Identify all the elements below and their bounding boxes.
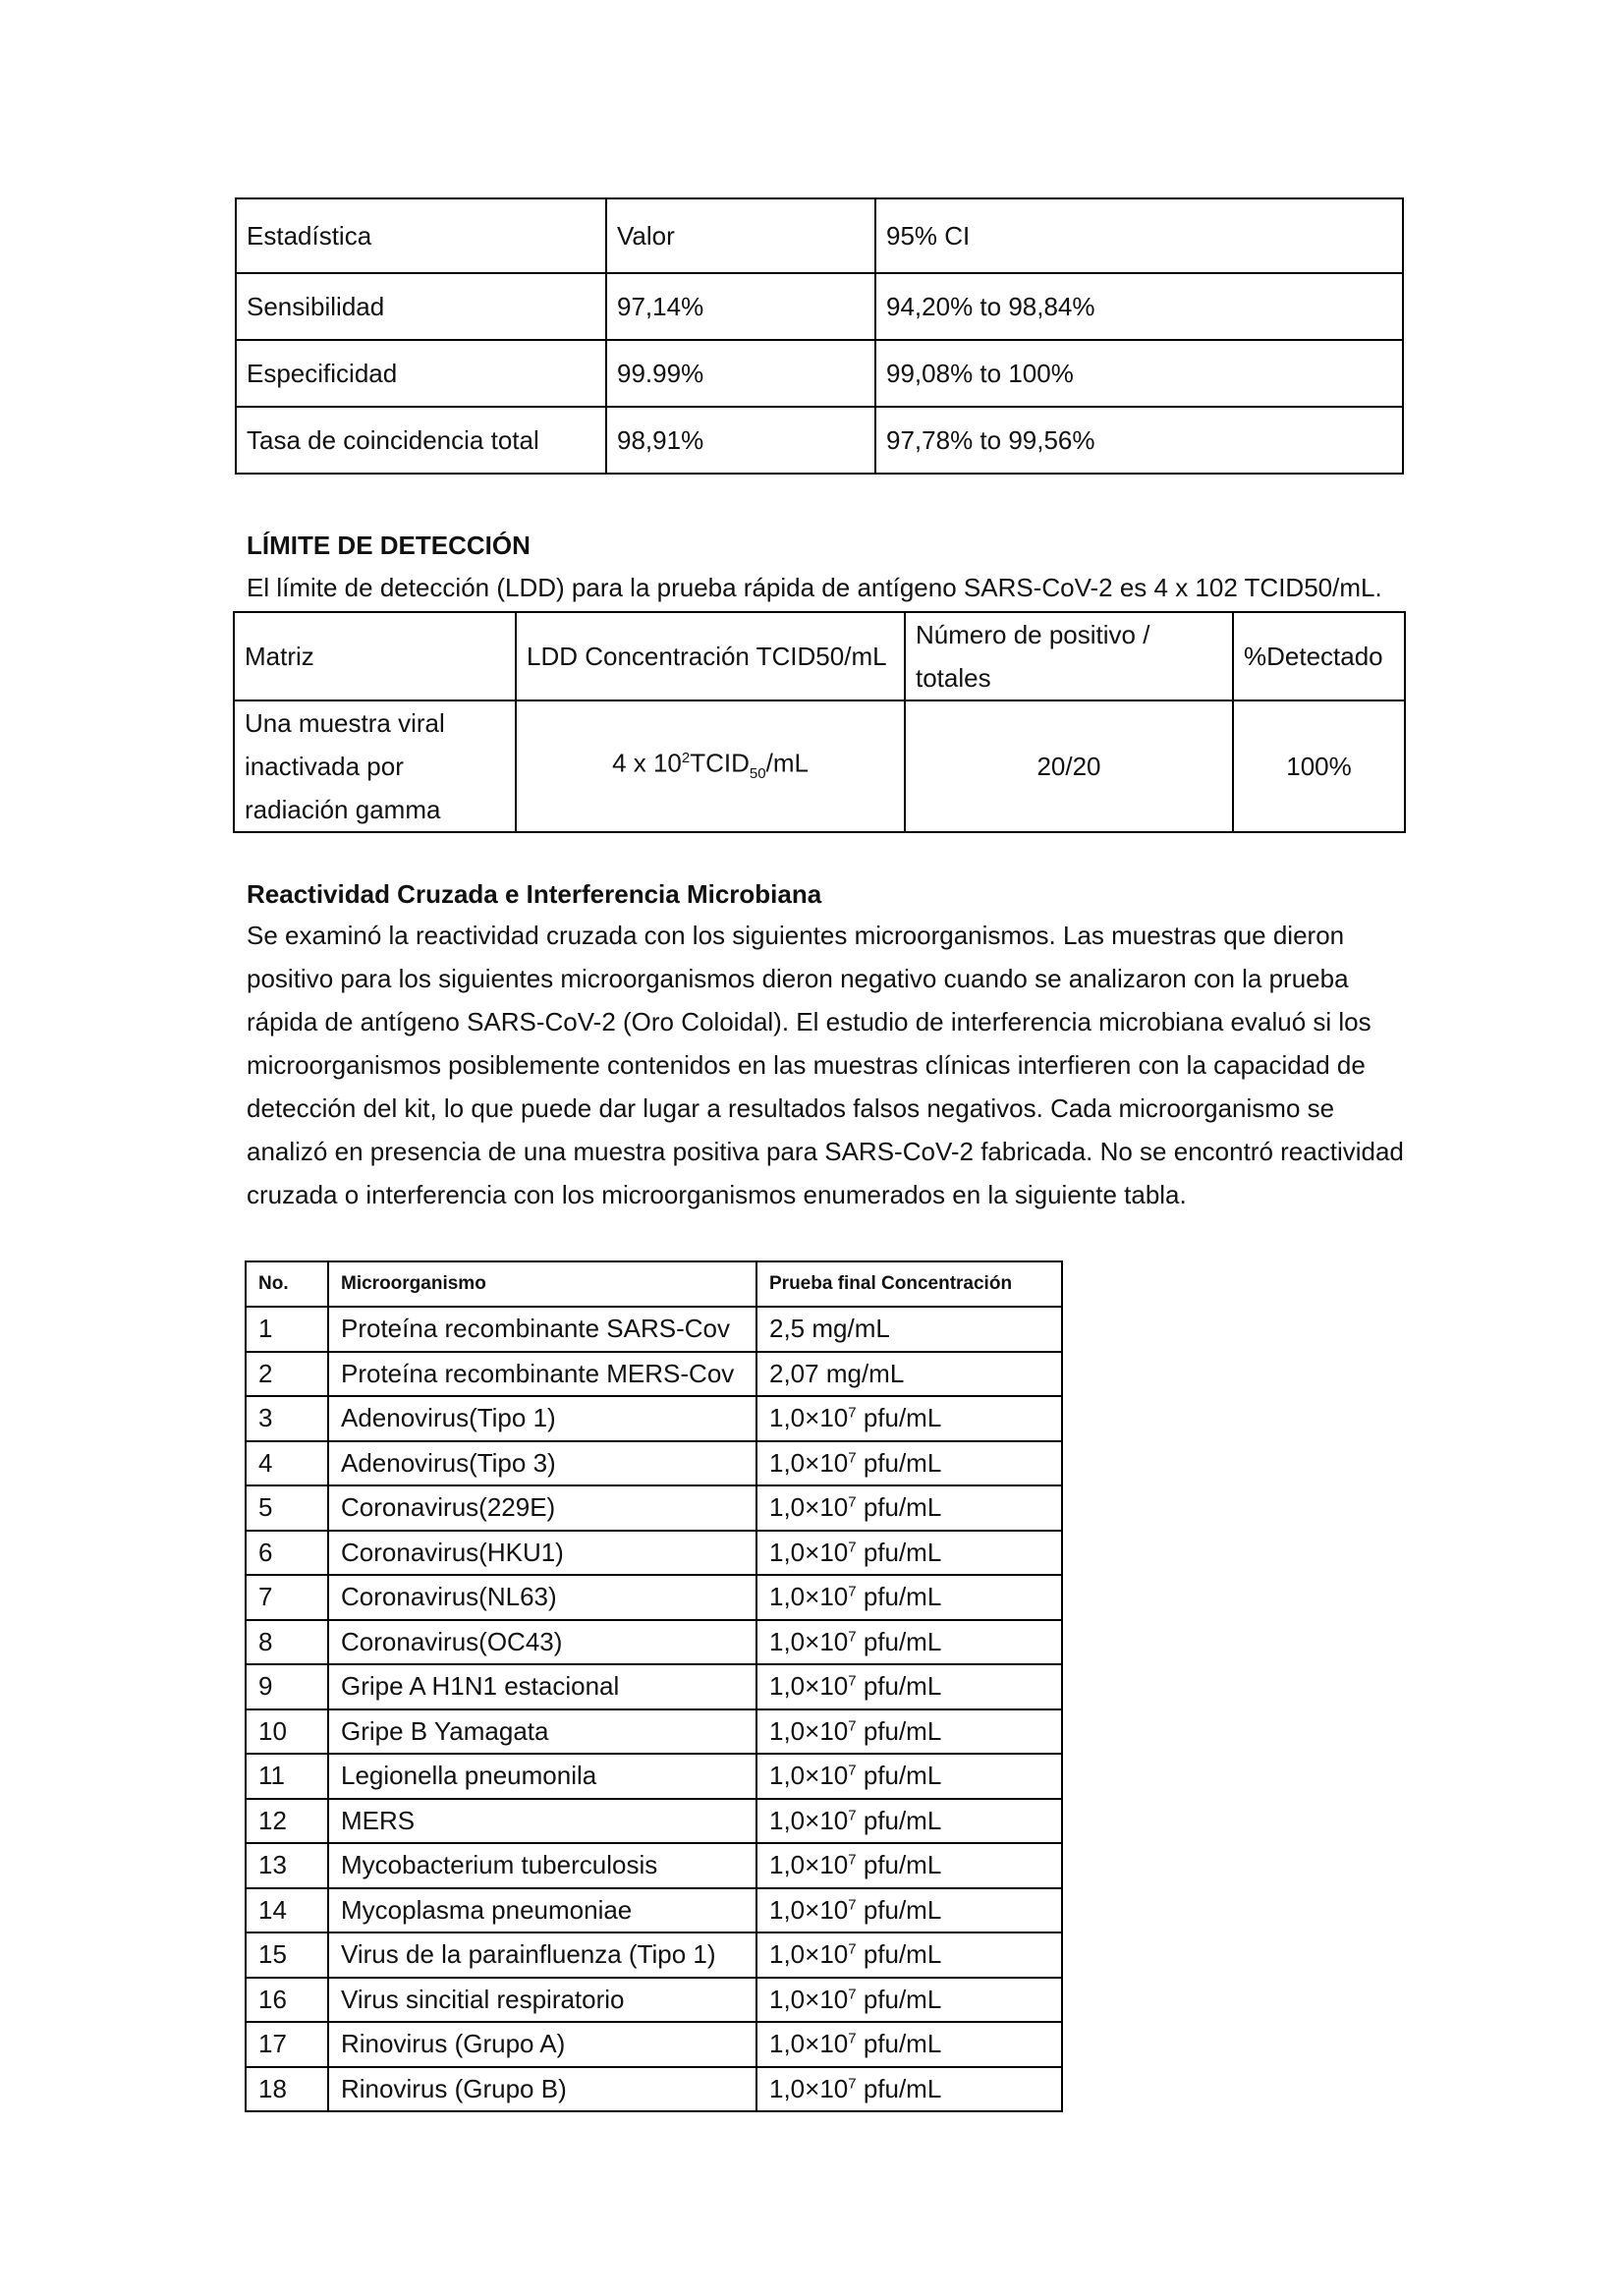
concentration-exponent: 7: [848, 1851, 857, 1869]
row-number-cell: 7: [246, 1575, 328, 1620]
microorganism-cell: Gripe A H1N1 estacional: [328, 1664, 756, 1709]
table-row: [246, 1352, 1062, 1397]
concentration-exponent: 7: [848, 2030, 857, 2047]
table-row: [246, 1307, 1062, 1352]
header-cell: No.: [246, 1261, 328, 1307]
concentration-unit-suffix: /mL: [765, 748, 809, 778]
ci-cell: 99,08% to 100%: [875, 340, 1403, 407]
row-number-cell: 6: [246, 1531, 328, 1576]
row-number-cell: 11: [246, 1754, 328, 1799]
table-row: [234, 700, 1405, 832]
table-row: [246, 2022, 1062, 2067]
concentration-unit: pfu/mL: [856, 1715, 942, 1746]
microorganism-cell: Coronavirus(HKU1): [328, 1531, 756, 1576]
row-number-cell: 14: [246, 1888, 328, 1933]
table-row: [246, 1843, 1062, 1888]
row-number-cell: 9: [246, 1664, 328, 1709]
header-cell: %Detectado: [1233, 612, 1405, 700]
concentration-cell: [756, 1575, 1062, 1620]
concentration-exponent: 7: [848, 1896, 857, 1914]
microorganism-cell: Coronavirus(OC43): [328, 1620, 756, 1665]
row-number-cell: 16: [246, 1978, 328, 2023]
concentration-cell: [756, 1441, 1062, 1486]
table-header-row: [236, 198, 1403, 273]
header-cell: Número de positivo / totales: [905, 612, 1233, 700]
concentration-base: 1,0×10: [769, 1850, 849, 1880]
concentration-base: 1,0×10: [769, 1894, 849, 1925]
table-row: [246, 1620, 1062, 1665]
concentration-unit: pfu/mL: [856, 1626, 942, 1656]
positives-cell: 20/20: [905, 700, 1233, 832]
microorganism-cell: Rinovirus (Grupo A): [328, 2022, 756, 2067]
header-cell: Microorganismo: [328, 1261, 756, 1307]
value-cell: 99.99%: [606, 340, 875, 407]
concentration-exponent: 7: [848, 1539, 857, 1556]
concentration-unit: pfu/mL: [856, 1984, 942, 2014]
cross-reactivity-heading: Reactividad Cruzada e Interferencia Microbiana: [247, 879, 822, 909]
concentration-base: 1,0×10: [769, 2073, 849, 2103]
row-number-cell: 5: [246, 1485, 328, 1531]
table-row: [246, 1754, 1062, 1799]
concentration-exponent: 7: [848, 1493, 857, 1511]
row-number-cell: 15: [246, 1932, 328, 1978]
statistics-table: [235, 197, 1404, 475]
ci-cell: 97,78% to 99,56%: [875, 407, 1403, 474]
concentration-cell: [756, 1531, 1062, 1576]
concentration-cell: [756, 1843, 1062, 1888]
concentration-base: 1,0×10: [769, 1582, 849, 1612]
concentration-cell: [756, 1352, 1062, 1397]
row-number-cell: 18: [246, 2067, 328, 2112]
microorganism-cell: Mycobacterium tuberculosis: [328, 1843, 756, 1888]
table-header-row: [234, 612, 1405, 700]
concentration-base: 2,5 mg/mL: [769, 1314, 890, 1344]
header-cell: 95% CI: [875, 198, 1403, 273]
concentration-exponent: 7: [848, 1717, 857, 1735]
concentration-base: 1,0×10: [769, 1447, 849, 1478]
concentration-exponent: 7: [848, 1449, 857, 1467]
microorganism-cell: Proteína recombinante SARS-Cov: [328, 1307, 756, 1352]
header-cell: Prueba final Concentración: [756, 1261, 1062, 1307]
concentration-unit: pfu/mL: [856, 1403, 942, 1433]
microorganism-cell: Mycoplasma pneumoniae: [328, 1888, 756, 1933]
microorganism-cell: Adenovirus(Tipo 3): [328, 1441, 756, 1486]
table-row: [246, 1575, 1062, 1620]
cross-reactivity-paragraph: Se examinó la reactividad cruzada con los siguientes microorganismos. Las muestras que dieron positivo para los siguientes microorganismos dieron negativo cuando se analizaron con la prueba rápida de antígeno SARS-CoV-2 (Oro Coloidal). El estudio de interferencia microbiana evaluó si los microorganismos posiblemente contenidos en las muestras clínicas interfieren con la capacidad de detección del kit, lo que puede dar lugar a resultados falsos negativos. Cada microorganismo se analizó en presencia de una muestra positiva para SARS-CoV-2 fabricada. No se encontró reactividad cruzada o interferencia con los microorganismos enumerados en la siguiente tabla.: [247, 921, 1404, 1209]
table-row: [236, 273, 1403, 340]
lod-heading: LÍMITE DE DETECCIÓN: [247, 531, 531, 560]
microorganism-cell: Coronavirus(NL63): [328, 1575, 756, 1620]
concentration-base: 1,0×10: [769, 1805, 849, 1835]
microorganism-cell: Adenovirus(Tipo 1): [328, 1396, 756, 1441]
concentration-exponent: 7: [848, 2075, 857, 2093]
microorganism-cell: MERS: [328, 1799, 756, 1844]
stat-cell: Especificidad: [236, 340, 606, 407]
table-row: [236, 340, 1403, 407]
table-row: [246, 1978, 1062, 2023]
concentration-cell: [756, 2067, 1062, 2112]
concentration-unit: pfu/mL: [856, 2029, 942, 2059]
table-row: [246, 1396, 1062, 1441]
row-number-cell: 17: [246, 2022, 328, 2067]
concentration-exponent: 7: [848, 1628, 857, 1646]
concentration-cell: [756, 1888, 1062, 1933]
concentration-exponent: 7: [848, 1404, 857, 1422]
concentration-subscript: 50: [749, 764, 766, 782]
table-row: [246, 1932, 1062, 1978]
table-row: [246, 1888, 1062, 1933]
concentration-cell: [756, 1664, 1062, 1709]
concentration-base: 1,0×10: [769, 1761, 849, 1791]
lod-description: El límite de detección (LDD) para la prueba rápida de antígeno SARS-CoV-2 es 4 x 102 TCID50/mL.: [247, 573, 1382, 602]
concentration-base: 1,0×10: [769, 1537, 849, 1567]
concentration-unit: pfu/mL: [856, 1492, 942, 1523]
concentration-cell: [756, 1799, 1062, 1844]
concentration-unit: pfu/mL: [856, 1671, 942, 1702]
table-row: [246, 2067, 1062, 2112]
row-number-cell: 4: [246, 1441, 328, 1486]
row-number-cell: 13: [246, 1843, 328, 1888]
concentration-unit: pfu/mL: [856, 1537, 942, 1567]
header-cell: Valor: [606, 198, 875, 273]
concentration-exponent: 2: [681, 750, 691, 767]
concentration-base: 1,0×10: [769, 1984, 849, 2014]
concentration-exponent: 7: [848, 1762, 857, 1779]
concentration-exponent: 7: [848, 1672, 857, 1690]
concentration-base: 1,0×10: [769, 1492, 849, 1523]
concentration-exponent: 7: [848, 1583, 857, 1600]
concentration-unit: pfu/mL: [856, 1939, 942, 1970]
concentration-cell: [756, 1754, 1062, 1799]
table-row: [246, 1441, 1062, 1486]
concentration-cell: [756, 1932, 1062, 1978]
concentration-cell: [756, 1307, 1062, 1352]
ci-cell: 94,20% to 98,84%: [875, 273, 1403, 340]
concentration-unit: pfu/mL: [856, 1447, 942, 1478]
table-row: [246, 1664, 1062, 1709]
concentration-cell: [756, 1485, 1062, 1531]
matrix-cell: Una muestra viral inactivada por radiación gamma: [234, 700, 516, 832]
microorganism-table: [245, 1260, 1063, 2112]
microorganism-cell: Virus de la parainfluenza (Tipo 1): [328, 1932, 756, 1978]
concentration-base: 1,0×10: [769, 1671, 849, 1702]
concentration-unit: pfu/mL: [856, 2073, 942, 2103]
table-row: [246, 1799, 1062, 1844]
value-cell: 98,91%: [606, 407, 875, 474]
microorganism-cell: Virus sincitial respiratorio: [328, 1978, 756, 2023]
concentration-cell: [756, 1978, 1062, 2023]
table-row: [236, 407, 1403, 474]
stat-cell: Sensibilidad: [236, 273, 606, 340]
table-row: [246, 1531, 1062, 1576]
table-row: [246, 1485, 1062, 1531]
row-number-cell: 12: [246, 1799, 328, 1844]
concentration-base: 4 x 10: [612, 748, 682, 778]
microorganism-cell: Proteína recombinante MERS-Cov: [328, 1352, 756, 1397]
concentration-base: 1,0×10: [769, 1403, 849, 1433]
concentration-base: 1,0×10: [769, 1626, 849, 1656]
concentration-unit: pfu/mL: [856, 1805, 942, 1835]
detected-cell: 100%: [1233, 700, 1405, 832]
concentration-base: 1,0×10: [769, 2029, 849, 2059]
microorganism-cell: Legionella pneumonila: [328, 1754, 756, 1799]
header-cell: LDD Concentración TCID50/mL: [516, 612, 905, 700]
concentration-cell: [756, 2022, 1062, 2067]
lod-table: [233, 611, 1406, 833]
row-number-cell: 2: [246, 1352, 328, 1397]
table-row: [246, 1709, 1062, 1755]
concentration-cell: [516, 700, 905, 832]
concentration-cell: [756, 1396, 1062, 1441]
header-cell: Matriz: [234, 612, 516, 700]
concentration-exponent: 7: [848, 1940, 857, 1958]
concentration-unit: pfu/mL: [856, 1894, 942, 1925]
concentration-base: 1,0×10: [769, 1715, 849, 1746]
concentration-unit: pfu/mL: [856, 1850, 942, 1880]
concentration-cell: [756, 1709, 1062, 1755]
microorganism-cell: Gripe B Yamagata: [328, 1709, 756, 1755]
microorganism-cell: Rinovirus (Grupo B): [328, 2067, 756, 2112]
value-cell: 97,14%: [606, 273, 875, 340]
concentration-exponent: 7: [848, 1807, 857, 1824]
concentration-cell: [756, 1620, 1062, 1665]
row-number-cell: 10: [246, 1709, 328, 1755]
row-number-cell: 8: [246, 1620, 328, 1665]
concentration-base: 2,07 mg/mL: [769, 1358, 905, 1388]
concentration-exponent: 7: [848, 1986, 857, 2003]
stat-cell: Tasa de coincidencia total: [236, 407, 606, 474]
row-number-cell: 1: [246, 1307, 328, 1352]
concentration-unit: pfu/mL: [856, 1582, 942, 1612]
microorganism-cell: Coronavirus(229E): [328, 1485, 756, 1531]
table-header-row: [246, 1261, 1062, 1307]
concentration-unit: TCID: [690, 748, 750, 778]
concentration-unit: pfu/mL: [856, 1761, 942, 1791]
row-number-cell: 3: [246, 1396, 328, 1441]
header-cell: Estadística: [236, 198, 606, 273]
concentration-base: 1,0×10: [769, 1939, 849, 1970]
